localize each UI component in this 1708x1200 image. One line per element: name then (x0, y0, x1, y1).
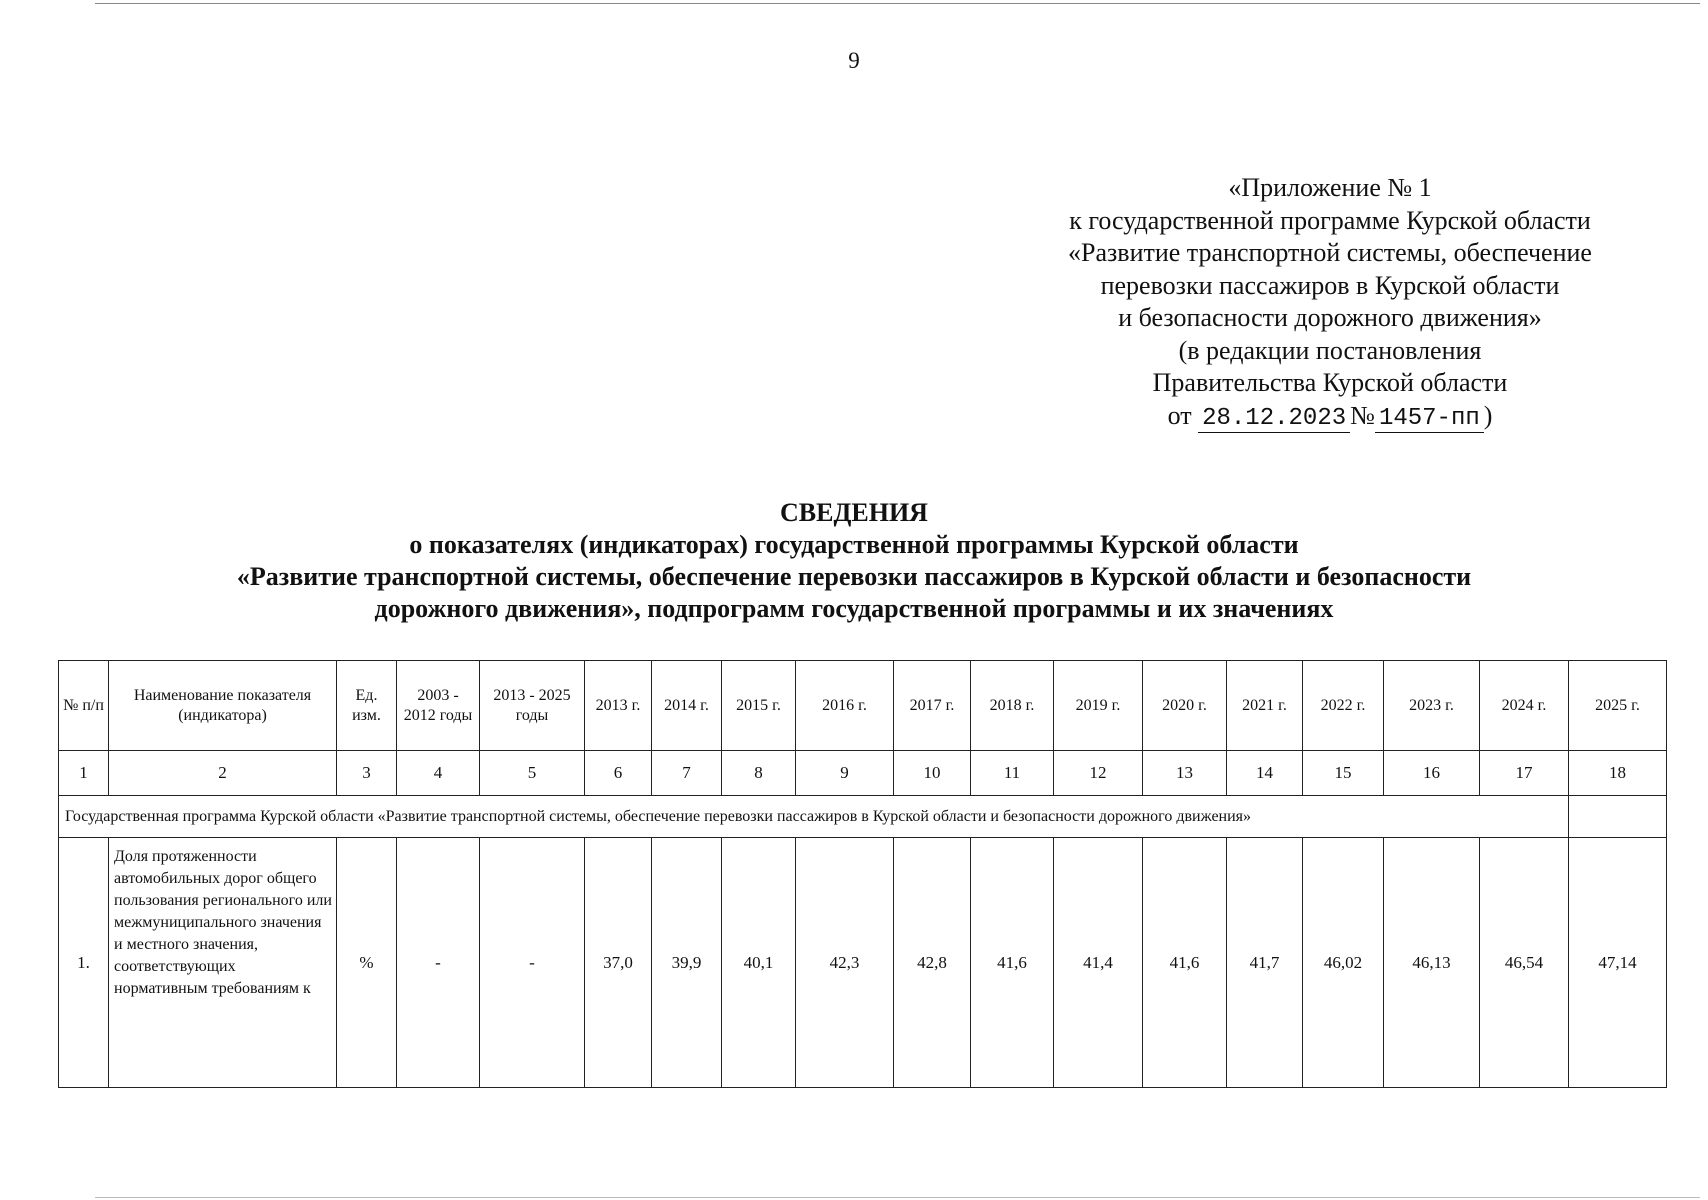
header-cell: Наименование показателя (индикатора) (109, 661, 337, 751)
column-number-cell: 2 (109, 751, 337, 796)
value-cell: 42,8 (894, 838, 971, 1088)
column-number-cell: 13 (1143, 751, 1227, 796)
row-number: 1. (59, 838, 109, 1088)
column-number-cell: 11 (971, 751, 1054, 796)
header-cell: 2003 - 2012 годы (397, 661, 480, 751)
column-number-cell: 6 (585, 751, 652, 796)
header-cell: 2021 г. (1227, 661, 1303, 751)
header-cell: 2025 г. (1569, 661, 1667, 751)
header-cell: 2019 г. (1054, 661, 1143, 751)
appendix-line: перевозки пассажиров в Курской области (1100, 270, 1560, 300)
value-cell: 41,6 (1143, 838, 1227, 1088)
bottom-scan-edge (95, 1197, 1700, 1198)
header-cell: 2016 г. (796, 661, 894, 751)
number-prefix: № (1350, 400, 1375, 430)
indicators-table (58, 660, 1667, 1088)
header-cell: 2014 г. (652, 661, 722, 751)
value-cell: 41,7 (1227, 838, 1303, 1088)
column-number-row (59, 751, 1667, 796)
table-header-row (59, 661, 1667, 751)
column-number-cell: 17 (1480, 751, 1569, 796)
header-cell: 2024 г. (1480, 661, 1569, 751)
top-scan-edge (95, 3, 1700, 4)
title-line: СВЕДЕНИЯ (780, 498, 928, 527)
header-cell: 2018 г. (971, 661, 1054, 751)
value-cell: - (397, 838, 480, 1088)
column-number-cell: 4 (397, 751, 480, 796)
appendix-line: Правительства Курской области (1152, 368, 1508, 397)
column-number-cell: 9 (796, 751, 894, 796)
column-number-cell: 3 (337, 751, 397, 796)
closing-paren: ) (1483, 400, 1493, 430)
value-cell: 42,3 (796, 838, 894, 1088)
column-number-cell: 7 (652, 751, 722, 796)
title-line: о показателях (индикаторах) государственной программы Курской области (409, 530, 1299, 559)
appendix-header (990, 172, 1670, 435)
resolution-number: 1457-пп (1375, 405, 1484, 433)
header-cell: 2013 - 2025 годы (480, 661, 585, 751)
value-cell: - (480, 838, 585, 1088)
header-cell: № п/п (59, 661, 109, 751)
value-cell: 41,6 (971, 838, 1054, 1088)
header-cell: 2017 г. (894, 661, 971, 751)
appendix-line: к государственной программе Курской области (1069, 205, 1591, 235)
value-cell: 37,0 (585, 838, 652, 1088)
resolution-date-line (990, 400, 1670, 436)
header-cell: 2023 г. (1384, 661, 1480, 751)
indicator-name: Доля протяженности автомобильных дорог общего пользования регионального или межмуниципального значения и местного значения, соответствующих нормативным требованиям к (109, 838, 337, 1088)
page-number: 9 (848, 48, 860, 73)
document-title (0, 497, 1708, 625)
appendix-line: (в редакции постановления (1178, 335, 1482, 365)
title-line: «Развитие транспортной системы, обеспечение перевозки пассажиров в Курской области и безопасности (236, 562, 1472, 591)
column-number-cell: 10 (894, 751, 971, 796)
column-number-cell: 14 (1227, 751, 1303, 796)
value-cell: 46,54 (1480, 838, 1569, 1088)
value-cell: 46,13 (1384, 838, 1480, 1088)
column-number-cell: 12 (1054, 751, 1143, 796)
value-cell: 41,4 (1054, 838, 1143, 1088)
unit-cell: % (337, 838, 397, 1088)
value-cell: 40,1 (722, 838, 796, 1088)
column-number-cell: 1 (59, 751, 109, 796)
value-cell: 47,14 (1569, 838, 1667, 1088)
table-row (59, 838, 1667, 1088)
header-cell: 2020 г. (1143, 661, 1227, 751)
header-cell: 2015 г. (722, 661, 796, 751)
resolution-date: 28.12.2023 (1198, 405, 1350, 433)
header-cell: Ед. изм. (337, 661, 397, 751)
appendix-line: «Приложение № 1 (1228, 173, 1432, 202)
column-number-cell: 15 (1303, 751, 1384, 796)
value-cell: 39,9 (652, 838, 722, 1088)
column-number-cell: 18 (1569, 751, 1667, 796)
program-empty-cell (1569, 796, 1667, 838)
program-row (59, 796, 1667, 838)
column-number-cell: 8 (722, 751, 796, 796)
title-line: дорожного движения», подпрограмм государственной программы и их значениях (374, 594, 1334, 623)
date-prefix: от (1167, 400, 1192, 430)
appendix-line: и безопасности дорожного движения» (1118, 303, 1542, 332)
column-number-cell: 5 (480, 751, 585, 796)
value-cell: 46,02 (1303, 838, 1384, 1088)
column-number-cell: 16 (1384, 751, 1480, 796)
appendix-line: «Развитие транспортной системы, обеспечение (1068, 238, 1592, 267)
program-title-cell: Государственная программа Курской области «Развитие транспортной системы, обеспечение перевозки пассажиров в Курской области и безопасности дорожного движения» (59, 796, 1569, 838)
header-cell: 2013 г. (585, 661, 652, 751)
header-cell: 2022 г. (1303, 661, 1384, 751)
